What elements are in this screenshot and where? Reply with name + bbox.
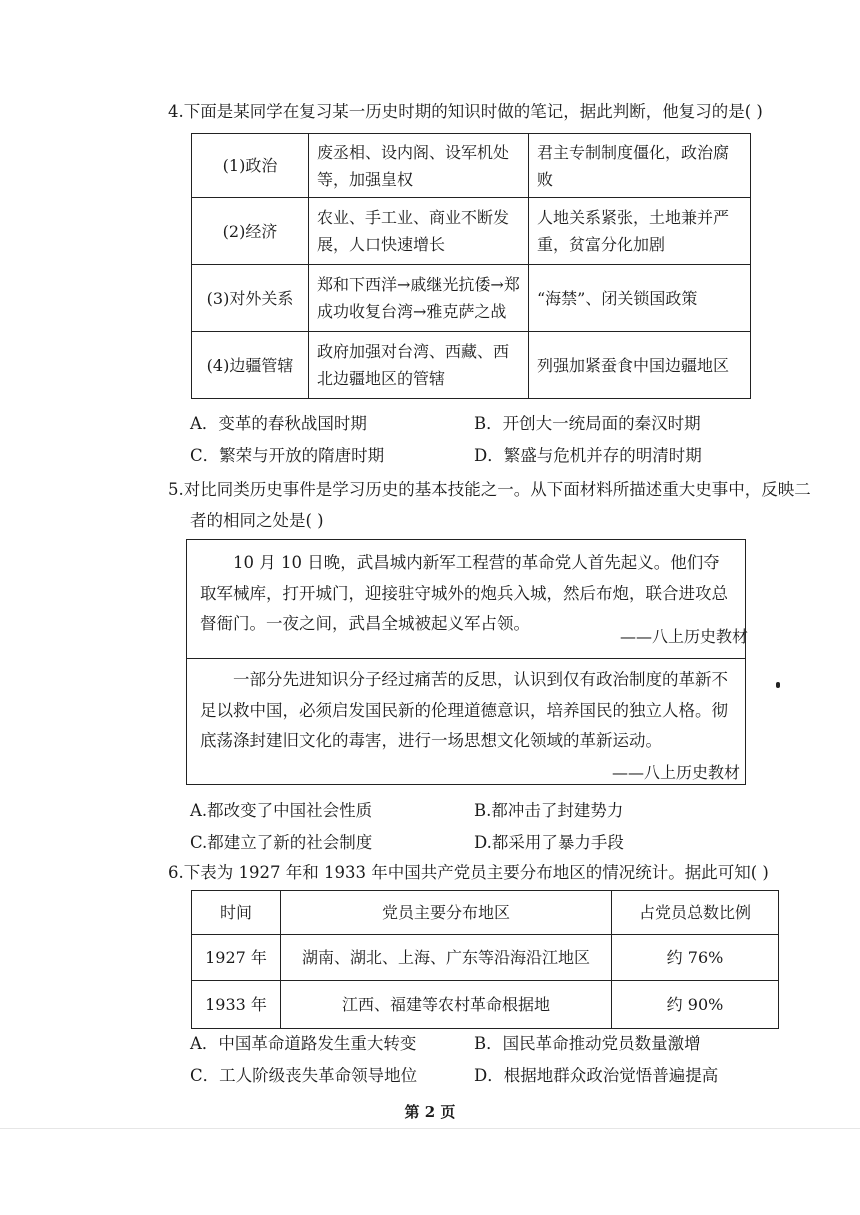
table-row <box>192 265 751 332</box>
q4-option-c[interactable]: C．繁荣与开放的隋唐时期 <box>190 446 385 465</box>
q5-material-2: 一部分先进知识分子经过痛苦的反思，认识到仅有政治制度的革新不足以救中国，必须启发国民新的伦理道德意识，培养国民的独立人格。彻底荡涤封建旧文化的毒害，进行一场思想文化领域的革新运动。 <box>200 670 728 750</box>
q4-row4-content: 政府加强对台湾、西藏、西北边疆地区的管辖 <box>309 332 529 399</box>
q6-header-time: 时间 <box>192 891 281 935</box>
q4-row3-label: (3)对外关系 <box>192 265 309 332</box>
q5-stem-line1: 5.对比同类历史事件是学习历史的基本技能之一。从下面材料所描述重大史事中，反映二 <box>168 480 811 499</box>
q4-option-b[interactable]: B．开创大一统局面的秦汉时期 <box>474 414 701 433</box>
q4-row3-content: 郑和下西洋→戚继光抗倭→郑成功收复台湾→雅克萨之战 <box>309 265 529 332</box>
table-row <box>192 981 779 1029</box>
q4-option-d[interactable]: D．繁盛与危机并存的明清时期 <box>474 446 702 465</box>
q5-material-1: 10 月 10 日晚，武昌城内新军工程营的革命党人首先起义。他们夺取军械库，打开城门，迎接驻守城外的炮兵入城，然后布炮，联合进攻总督衙门。一夜之间，武昌全城被起义军占领。 <box>200 553 728 633</box>
q6-option-b[interactable]: B．国民革命推动党员数量激增 <box>474 1034 701 1053</box>
q4-row2-result: 人地关系紧张，土地兼并严重，贫富分化加剧 <box>529 198 751 265</box>
q5-option-d[interactable]: D.都采用了暴力手段 <box>474 833 624 852</box>
q6-option-d[interactable]: D．根据地群众政治觉悟普遍提高 <box>474 1066 719 1085</box>
table-row <box>192 134 751 198</box>
table-row <box>192 891 779 935</box>
q6-stem: 6.下表为 1927 年和 1933 年中国共产党员主要分布地区的情况统计。据此可知( ) <box>168 863 769 882</box>
q6-row2-region: 江西、福建等农村革命根据地 <box>281 981 612 1029</box>
table-row <box>192 332 751 399</box>
q5-material-divider <box>186 658 746 659</box>
q4-stem: 4.下面是某同学在复习某一历史时期的知识时做的笔记，据此判断，他复习的是( ) <box>168 102 763 121</box>
q6-row2-ratio: 约 90% <box>612 981 779 1029</box>
q6-row1-time: 1927 年 <box>192 935 281 981</box>
q4-row1-result: 君主专制制度僵化，政治腐败 <box>529 134 751 198</box>
q6-header-ratio: 占党员总数比例 <box>612 891 779 935</box>
q4-row1-label: (1)政治 <box>192 134 309 198</box>
q4-row2-content: 农业、手工业、商业不断发展，人口快速增长 <box>309 198 529 265</box>
q5-option-b[interactable]: B.都冲击了封建势力 <box>474 801 624 820</box>
q4-option-a[interactable]: A．变革的春秋战国时期 <box>190 414 367 433</box>
q6-option-c[interactable]: C．工人阶级丧失革命领导地位 <box>190 1066 418 1085</box>
q4-row2-label: (2)经济 <box>192 198 309 265</box>
page-number: 第 2 页 <box>404 1103 456 1121</box>
q4-table <box>191 133 751 399</box>
page-bottom-divider <box>0 1128 860 1129</box>
table-row <box>192 935 779 981</box>
q4-row1-content: 废丞相、设内阁、设军机处等，加强皇权 <box>309 134 529 198</box>
q4-row4-label: (4)边疆管辖 <box>192 332 309 399</box>
q4-row3-result: “海禁”、闭关锁国政策 <box>529 265 751 332</box>
q6-table <box>191 890 779 1029</box>
q5-option-c[interactable]: C.都建立了新的社会制度 <box>190 833 373 852</box>
speck-mark <box>776 682 780 688</box>
q6-row1-ratio: 约 76% <box>612 935 779 981</box>
q5-source-1: ——八上历史教材 <box>620 627 749 646</box>
q5-option-a[interactable]: A.都改变了中国社会性质 <box>190 801 373 820</box>
table-row <box>192 198 751 265</box>
q6-option-a[interactable]: A．中国革命道路发生重大转变 <box>190 1034 417 1053</box>
q5-source-2: ——八上历史教材 <box>612 763 741 782</box>
q6-row2-time: 1933 年 <box>192 981 281 1029</box>
q4-row4-result: 列强加紧蚕食中国边疆地区 <box>529 332 751 399</box>
q6-header-region: 党员主要分布地区 <box>281 891 612 935</box>
q5-stem-line2: 者的相同之处是( ) <box>190 511 324 530</box>
q6-row1-region: 湖南、湖北、上海、广东等沿海沿江地区 <box>281 935 612 981</box>
